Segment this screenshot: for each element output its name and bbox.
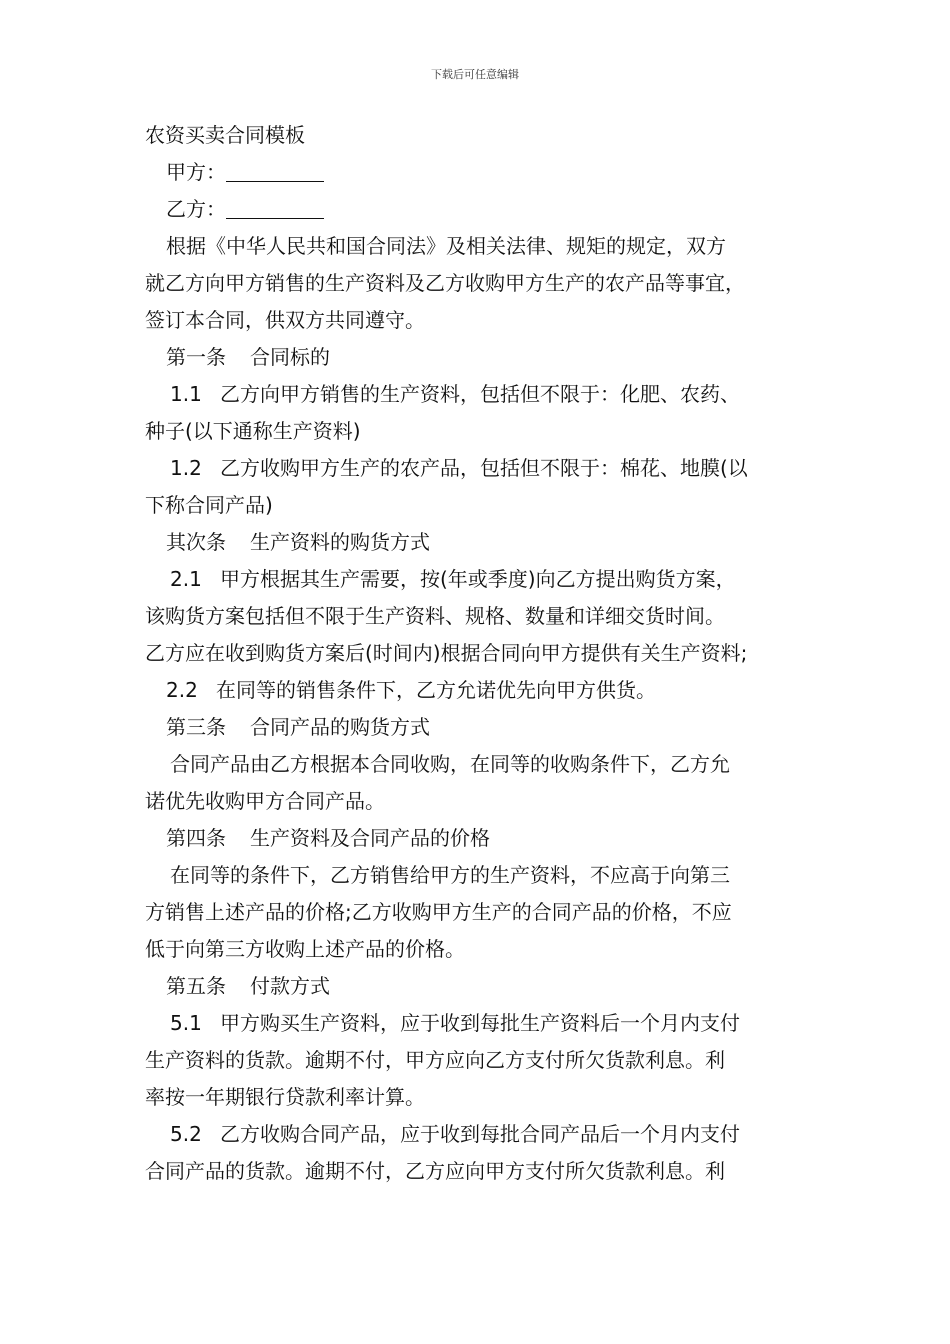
article-number: 第三条 — [166, 715, 226, 739]
clause-number: 2.2 — [166, 678, 198, 702]
article-4-line: 低于向第三方收购上述产品的价格。 — [145, 937, 465, 961]
party-a-label: 甲方： — [166, 160, 226, 184]
article-number: 第五条 — [166, 974, 226, 998]
article-4-line: 在同等的条件下，乙方销售给甲方的生产资料，不应高于向第三 — [170, 863, 730, 887]
article-3-line: 合同产品由乙方根据本合同收购，在同等的收购条件下，乙方允 — [170, 752, 730, 776]
article-title: 生产资料及合同产品的价格 — [250, 826, 490, 850]
article-5-heading — [145, 968, 807, 1005]
clause-text: 在同等的销售条件下，乙方允诺优先向甲方供货。 — [216, 678, 656, 702]
clause-1-2-line: 下称合同产品) — [145, 493, 273, 517]
article-title: 合同产品的购货方式 — [250, 715, 430, 739]
clause-text: 甲方购买生产资料，应于收到每批生产资料后一个月内支付 — [220, 1011, 740, 1035]
article-4-heading — [145, 820, 807, 857]
clause-text: 甲方根据其生产需要，按(年或季度)向乙方提出购货方案， — [220, 567, 736, 591]
clause-1-1-line: 种子(以下通称生产资料) — [145, 419, 361, 443]
article-2-heading — [145, 524, 807, 561]
clause-number: 1.1 — [170, 382, 202, 406]
clause-1-1-line — [145, 376, 807, 413]
party-b-label: 乙方： — [166, 197, 226, 221]
article-title: 生产资料的购货方式 — [250, 530, 430, 554]
article-title: 合同标的 — [250, 345, 330, 369]
clause-5-2-line — [145, 1116, 807, 1153]
clause-5-2-line: 合同产品的货款。逾期不付，乙方应向甲方支付所欠货款利息。利 — [145, 1159, 725, 1183]
clause-number: 1.2 — [170, 456, 202, 480]
clause-5-1-line — [145, 1005, 807, 1042]
article-3-heading — [145, 709, 807, 746]
clause-2-1-line: 该购货方案包括但不限于生产资料、规格、数量和详细交货时间。 — [145, 604, 725, 628]
party-a-blank[interactable] — [226, 157, 324, 182]
article-number: 其次条 — [166, 530, 226, 554]
page-header-note: 下载后可任意编辑 — [431, 68, 519, 81]
clause-text: 乙方向甲方销售的生产资料，包括但不限于：化肥、农药、 — [220, 382, 740, 406]
clause-2-2-line — [145, 672, 807, 709]
article-number: 第四条 — [166, 826, 226, 850]
clause-5-1-line: 率按一年期银行贷款利率计算。 — [145, 1085, 425, 1109]
clause-2-1-line: 乙方应在收到购货方案后(时间内)根据合同向甲方提供有关生产资料; — [145, 641, 748, 665]
intro-line: 签订本合同，供双方共同遵守。 — [145, 308, 425, 332]
article-3-line: 诺优先收购甲方合同产品。 — [145, 789, 385, 813]
clause-2-1-line — [145, 561, 807, 598]
party-b-blank[interactable] — [226, 194, 324, 219]
article-1-heading — [145, 339, 807, 376]
party-a-line — [145, 154, 807, 191]
intro-line: 就乙方向甲方销售的生产资料及乙方收购甲方生产的农产品等事宜， — [145, 271, 745, 295]
clause-1-2-line — [145, 450, 807, 487]
intro-line: 根据《中华人民共和国合同法》及相关法律、规矩的规定，双方 — [166, 234, 726, 258]
clause-number: 5.2 — [170, 1122, 202, 1146]
clause-number: 5.1 — [170, 1011, 202, 1035]
clause-number: 2.1 — [170, 567, 202, 591]
article-title: 付款方式 — [250, 974, 330, 998]
party-b-line — [145, 191, 807, 228]
document-title: 农资买卖合同模板 — [145, 123, 305, 147]
contract-document — [145, 117, 807, 1190]
article-4-line: 方销售上述产品的价格;乙方收购甲方生产的合同产品的价格，不应 — [145, 900, 732, 924]
clause-5-1-line: 生产资料的货款。逾期不付，甲方应向乙方支付所欠货款利息。利 — [145, 1048, 725, 1072]
clause-text: 乙方收购甲方生产的农产品，包括但不限于：棉花、地膜(以 — [220, 456, 748, 480]
clause-text: 乙方收购合同产品，应于收到每批合同产品后一个月内支付 — [220, 1122, 740, 1146]
article-number: 第一条 — [166, 345, 226, 369]
